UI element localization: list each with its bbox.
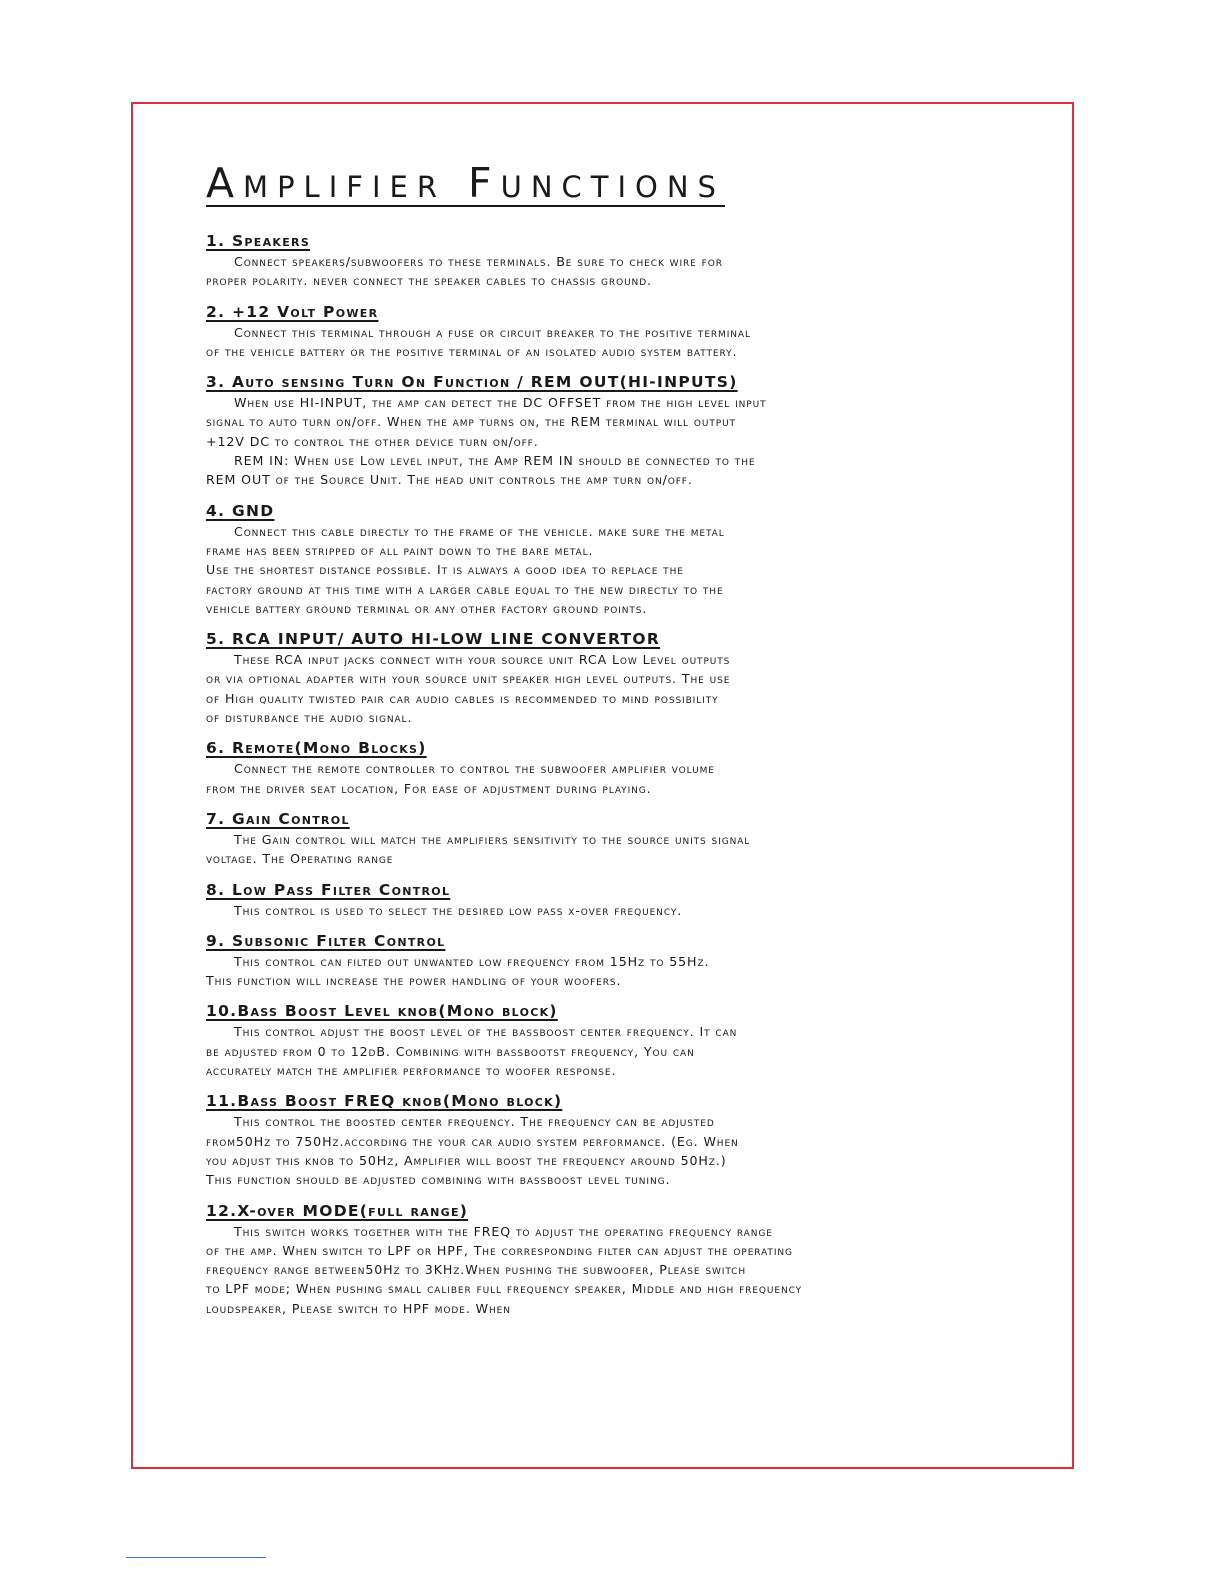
section-line: This control the boosted center frequency. The frequency can be adjusted [234, 1114, 715, 1130]
page-title: Amplifier Functions [206, 159, 725, 207]
section [206, 231, 1056, 291]
section-line: of the vehicle battery or the positive terminal of an isolated audio system battery. [206, 343, 738, 359]
section [206, 302, 1056, 362]
section-heading: 7. Gain Control [206, 809, 350, 828]
section-line: The Gain control will match the amplifiers sensitivity to the source units signal [234, 831, 751, 847]
section-line: REM OUT of the Source Unit. The head unit controls the amp turn on/off. [206, 472, 693, 488]
footer-link-rule [126, 1557, 266, 1558]
section-heading: 4. GND [206, 501, 275, 520]
section-heading: 5. RCA INPUT/ AUTO HI-LOW LINE CONVERTOR [206, 630, 661, 649]
section-line: This function will increase the power handling of your woofers. [206, 973, 622, 989]
section-heading: 11.Bass Boost FREQ knob(Mono block) [206, 1092, 563, 1111]
section-line: Connect this terminal through a fuse or circuit breaker to the positive terminal [234, 324, 751, 340]
section-line: of High quality twisted pair car audio cables is recommended to mind possibility [206, 690, 719, 706]
section-line: to LPF mode; When pushing small caliber full frequency speaker, Middle and high frequency [206, 1281, 803, 1297]
section-line: This function should be adjusted combining with bassboost level tuning. [206, 1172, 671, 1188]
section-line: frequency range between50Hz to 3KHz.When pushing the subwoofer, Please switch [206, 1262, 747, 1278]
section-line: This control can filted out unwanted low frequency from 15Hz to 55Hz. [234, 953, 710, 969]
section-line: When use HI-INPUT, the amp can detect the DC OFFSET from the high level input [234, 395, 767, 411]
section-line: or via optional adapter with your source unit speaker high level outputs. The use [206, 671, 731, 687]
section-line: accurately match the amplifier performance to woofer response. [206, 1063, 617, 1079]
section [206, 1091, 1056, 1189]
section-line: Connect speakers/subwoofers to these terminals. Be sure to check wire for [234, 254, 723, 269]
section [206, 880, 1056, 920]
section [206, 738, 1056, 798]
section-heading: 12.X-over MODE(full range) [206, 1201, 469, 1220]
section-line: frame has been stripped of all paint down to the bare metal. [206, 542, 594, 558]
section [206, 809, 1056, 869]
section [206, 629, 1056, 727]
section [206, 372, 1056, 489]
section [206, 501, 1056, 618]
sections-list [206, 231, 1056, 1318]
section-line: factory ground at this time with a larger cable equal to the new directly to the [206, 581, 724, 597]
section-line: you adjust this knob to 50Hz, Amplifier will boost the frequency around 50Hz.) [206, 1152, 727, 1168]
section-line: of disturbance the audio signal. [206, 710, 413, 726]
section [206, 1201, 1056, 1318]
section-heading: 1. Speakers [206, 232, 311, 250]
section-line: Use the shortest distance possible. It is always a good idea to replace the [206, 562, 684, 578]
section-heading: 2. +12 Volt Power [206, 302, 379, 321]
section-line: This control adjust the boost level of the bassboost center frequency. It can [234, 1024, 738, 1040]
section-line: These RCA input jacks connect with your source unit RCA Low Level outputs [234, 652, 731, 668]
section-line: proper polarity. never connect the speaker cables to chassis ground. [206, 273, 652, 289]
section-line: of the amp. When switch to LPF or HPF, The corresponding filter can adjust the operating [206, 1242, 793, 1258]
section-heading: 8. Low Pass Filter Control [206, 880, 451, 899]
section-line: Connect this cable directly to the frame of the vehicle. make sure the metal [234, 523, 725, 539]
section-heading: 6. Remote(Mono Blocks) [206, 739, 427, 758]
section-line: This control is used to select the desired low pass x-over frequency. [234, 902, 683, 918]
section-line: be adjusted from 0 to 12dB. Combining with bassbootst frequency, You can [206, 1043, 695, 1059]
section [206, 1001, 1056, 1080]
section-line: REM IN: When use Low level input, the Amp REM IN should be connected to the [234, 453, 756, 469]
section-line: vehicle battery ground terminal or any other factory ground points. [206, 600, 648, 616]
section-line: signal to auto turn on/off. When the amp turns on, the REM terminal will output [206, 414, 736, 430]
section-heading: 10.Bass Boost Level knob(Mono block) [206, 1002, 558, 1021]
section-line: +12V DC to control the other device turn on/off. [206, 433, 539, 449]
section-line: from the driver seat location, For ease of adjustment during playing. [206, 780, 652, 796]
section-line: from50Hz to 750Hz.according the your car audio system performance. (Eg. When [206, 1133, 739, 1149]
section-line: Connect the remote controller to control the subwoofer amplifier volume [234, 761, 715, 777]
section-heading: 3. Auto sensing Turn On Function / REM OUT(HI-INPUTS) [206, 373, 738, 392]
document-body [206, 159, 1056, 1329]
section-line: This switch works together with the FREQ to adjust the operating frequency range [234, 1223, 773, 1239]
section-heading: 9. Subsonic Filter Control [206, 931, 446, 950]
section-line: voltage. The Operating range [206, 851, 394, 867]
section [206, 931, 1056, 991]
section-line: loudspeaker, Please switch to HPF mode. When [206, 1300, 511, 1316]
